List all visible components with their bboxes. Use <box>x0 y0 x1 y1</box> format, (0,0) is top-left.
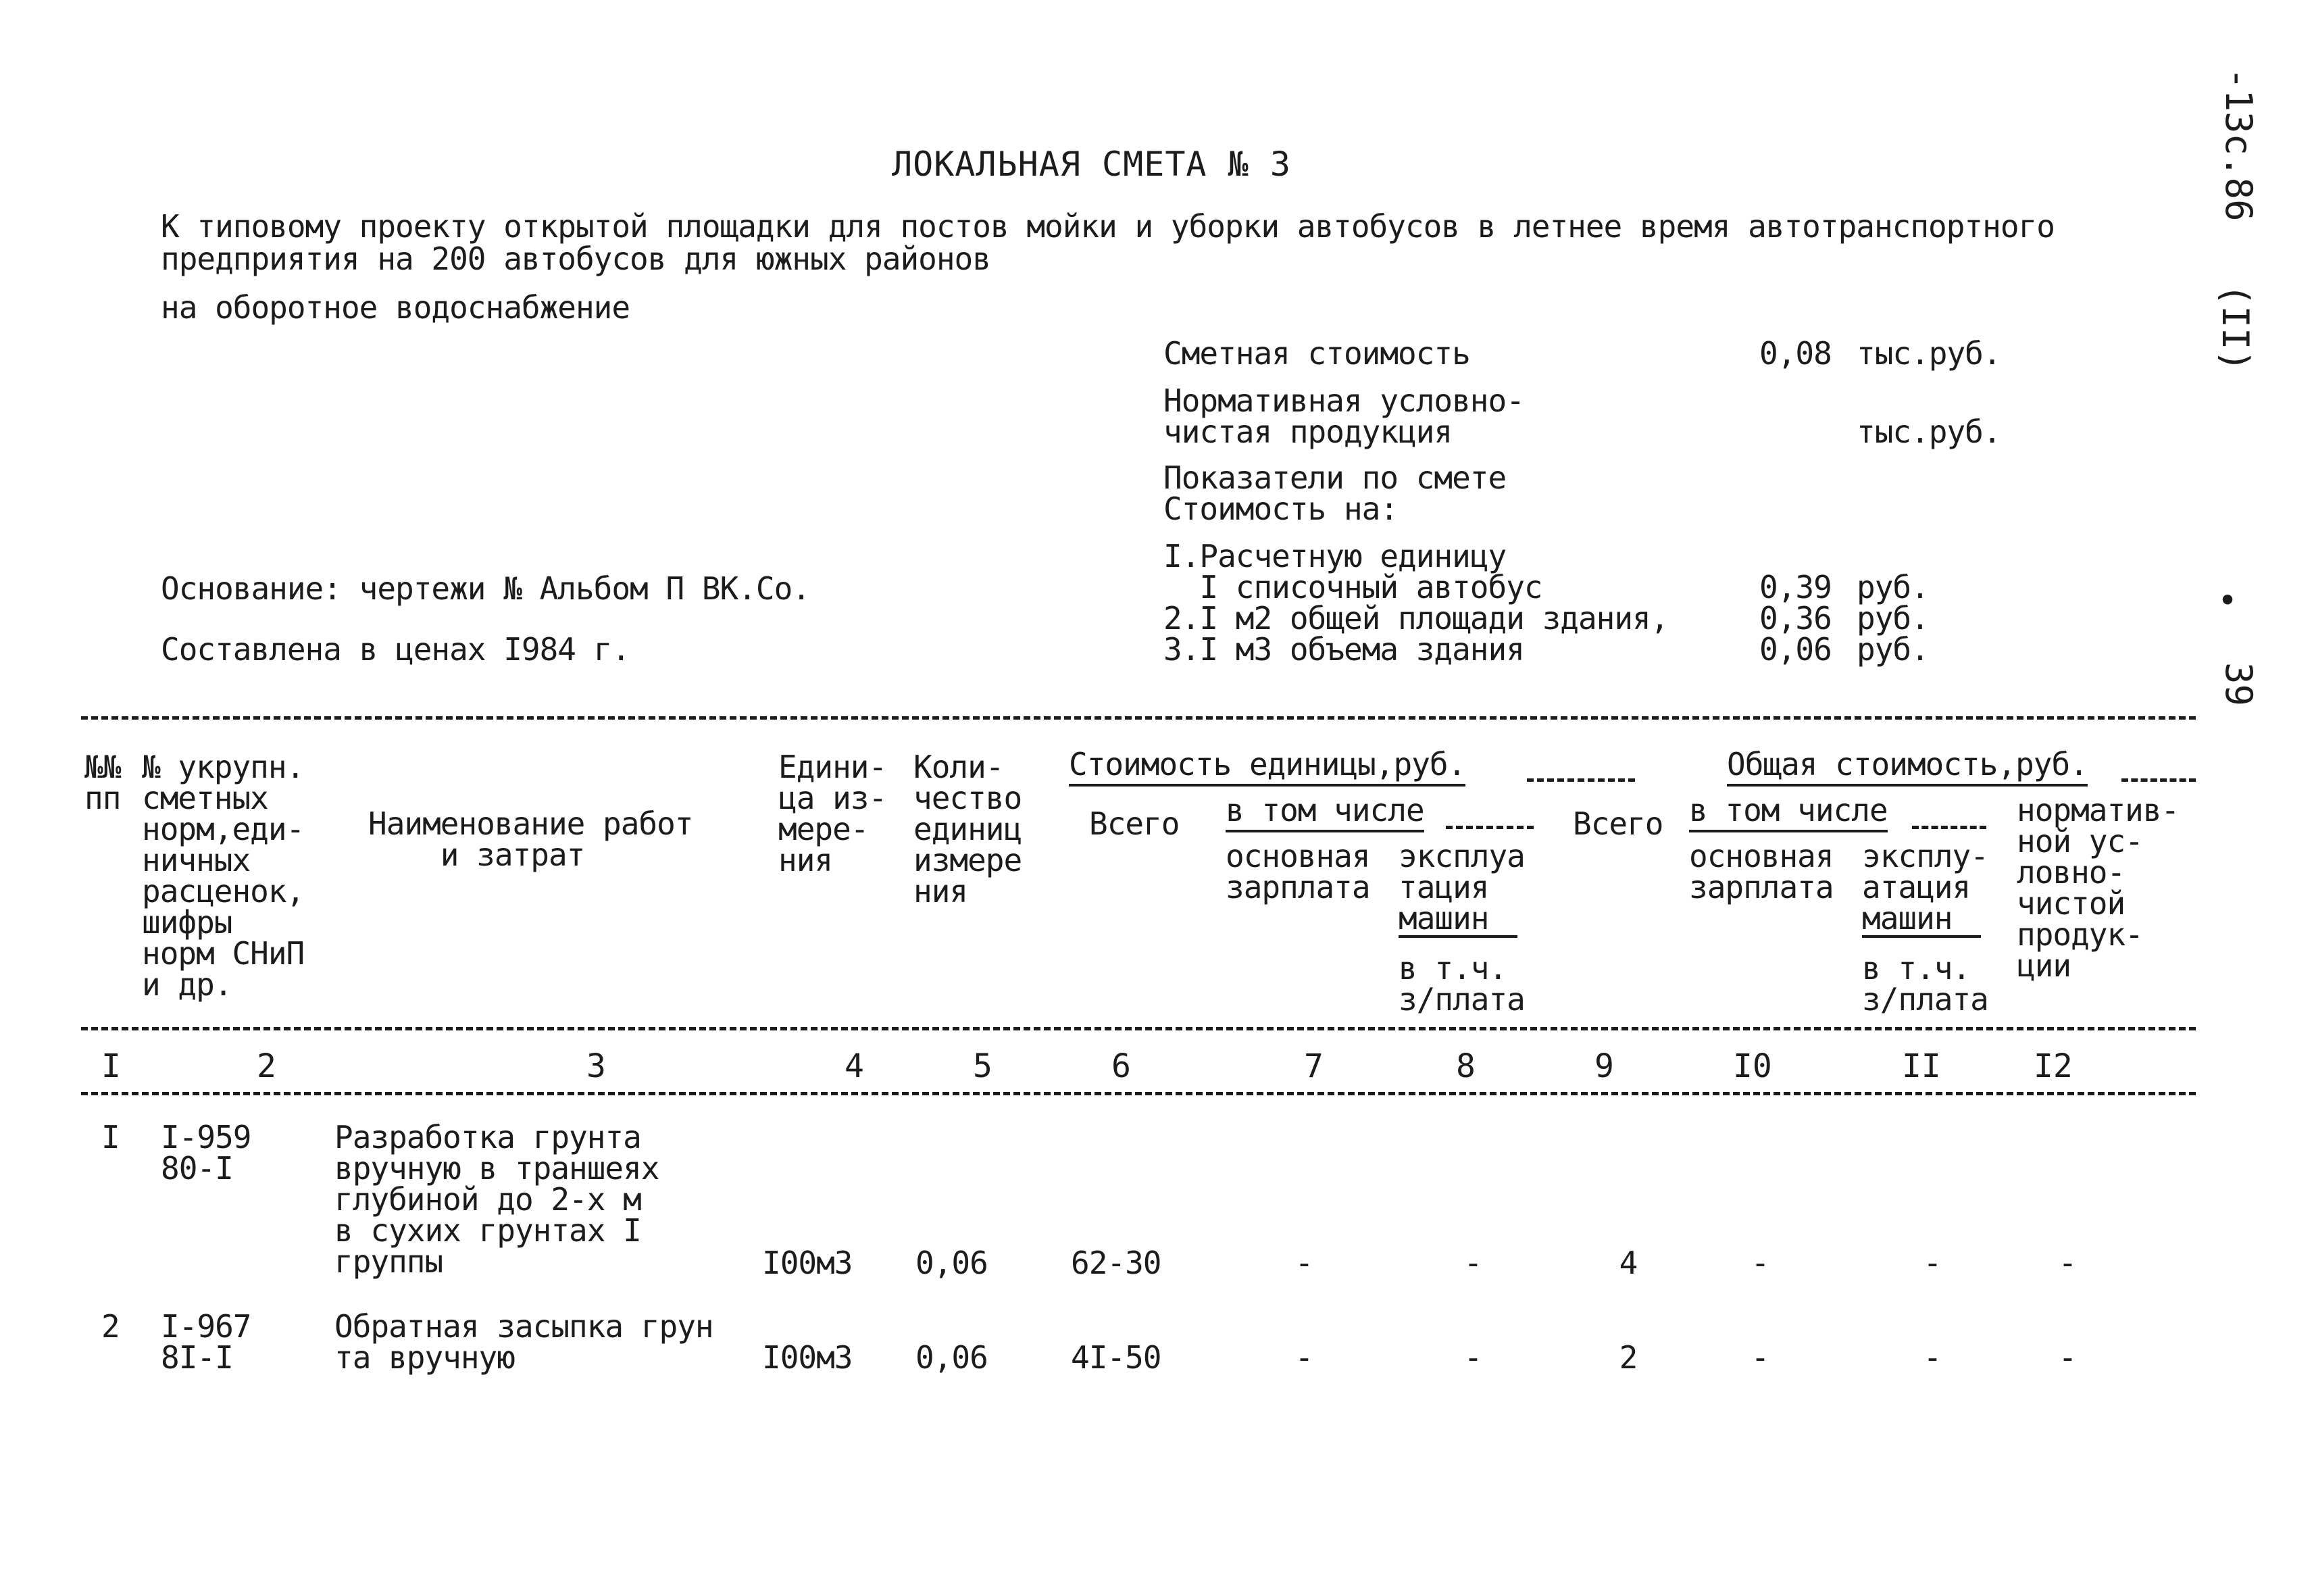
col-header-unit: Едини- ца из- мере- ния <box>778 749 887 878</box>
column-number: 5 <box>973 1047 992 1085</box>
row-qty: 0,06 <box>915 1339 988 1376</box>
unit-cost-group-header <box>1069 746 1466 782</box>
col-header-code: № укрупн. сметных норм,еди- ничных расценок, шифры норм СНиП и др. <box>142 749 305 1003</box>
column-number: 8 <box>1456 1047 1476 1085</box>
unit-incl-header <box>1226 792 1424 828</box>
item3-unit: руб. <box>1857 631 1929 668</box>
row-number: I <box>101 1119 120 1155</box>
row-unit-mach: - <box>1463 1339 1482 1376</box>
unit-mach-header: эксплуа тация машин <box>1399 838 1525 937</box>
total-incl-dash <box>1912 826 1986 829</box>
item3-value: 0,06 <box>1759 631 1832 668</box>
norm-product-header: норматив- ной ус- ловно- чистой продук- ции <box>2017 792 2180 984</box>
unit-cost-dash <box>1527 778 1635 782</box>
cost-unit: тыс.руб. <box>1857 335 2001 372</box>
total-incl-header <box>1689 792 1888 828</box>
total-cost-title: Общая стоимость,руб. <box>1727 746 2088 787</box>
prices-line: Составлена в ценах I984 г. <box>161 631 630 668</box>
unit-incl-dash <box>1446 826 1534 829</box>
total-incl-title: в том числе <box>1689 792 1888 832</box>
column-number: 2 <box>257 1047 276 1085</box>
indicators-2: Стоимость на: <box>1163 491 1399 527</box>
column-number: 9 <box>1594 1047 1614 1085</box>
item2-unit: руб. <box>1857 600 1929 637</box>
item2-value: 0,36 <box>1759 600 1832 637</box>
total-wage-header: основная зарплата <box>1689 838 1834 905</box>
row-total-wage: - <box>1751 1339 1769 1376</box>
project-line-2: предприятия на 200 автобусов для южных районов <box>161 241 990 277</box>
project-line-1: К типовому проекту открытой площадки для постов мойки и уборки автобусов в летнее время автотранспортного <box>161 208 2055 245</box>
row-qty: 0,06 <box>915 1245 988 1281</box>
column-number: I0 <box>1733 1047 1772 1085</box>
project-line-3: на оборотное водоснабжение <box>161 289 630 326</box>
basis-line: Основание: чертежи № Альбом П ВК.Со. <box>161 570 810 607</box>
header-bottom-rule <box>81 1027 2196 1030</box>
margin-tick: • <box>2217 581 2238 620</box>
unit-cost-title: Стоимость единицы,руб. <box>1069 746 1465 787</box>
unit-mach-underline <box>1399 935 1517 938</box>
row-code: I-967 8I-I <box>161 1308 251 1376</box>
row-total: 2 <box>1619 1339 1638 1376</box>
total-cost-group-header <box>1727 746 2088 782</box>
col-header-qty: Коли- чество единиц измере ния <box>913 749 1022 909</box>
item2-label: 2.I м2 общей площади здания, <box>1163 600 1669 637</box>
norm-label-1: Нормативная условно- <box>1163 382 1524 419</box>
item1-value: 0,39 <box>1759 569 1832 605</box>
row-unit-mach: - <box>1463 1245 1482 1281</box>
row-norm: - <box>2058 1339 2077 1376</box>
column-number: II <box>1902 1047 1941 1085</box>
column-number: I2 <box>2034 1047 2073 1085</box>
column-number: 3 <box>586 1047 606 1085</box>
indicators-1: Показатели по смете <box>1163 459 1507 496</box>
row-total-mach: - <box>1923 1339 1942 1376</box>
row-total: 4 <box>1619 1245 1638 1281</box>
cost-value: 0,08 <box>1759 335 1832 372</box>
column-number: 4 <box>845 1047 864 1085</box>
total-mach-underline <box>1862 935 1981 938</box>
margin-code: -13с.86 <box>2217 68 2260 222</box>
row-unit-total: 4I-50 <box>1071 1339 1161 1376</box>
unit-incl-zp-header: в т.ч. з/плата <box>1399 950 1525 1018</box>
col-header-name: Наименование работ и затрат <box>368 805 693 873</box>
item1-label-2: I списочный автобус <box>1163 569 1542 605</box>
row-number: 2 <box>101 1308 120 1345</box>
norm-unit: тыс.руб. <box>1857 414 2001 450</box>
row-work-name: Разработка грунта вручную в траншеях глубиной до 2-х м в сухих грунтах I группы <box>334 1119 659 1280</box>
row-unit-wage: - <box>1294 1245 1313 1281</box>
row-unit: I00м3 <box>762 1339 853 1376</box>
row-work-name: Обратная засыпка грун та вручную <box>334 1308 713 1376</box>
column-number: 6 <box>1111 1047 1131 1085</box>
row-norm: - <box>2058 1245 2077 1281</box>
row-code: I-959 80-I <box>161 1119 251 1187</box>
cost-label: Сметная стоимость <box>1163 335 1470 372</box>
row-unit-total: 62-30 <box>1071 1245 1161 1281</box>
unit-vsego-header: Всего <box>1089 805 1180 842</box>
unit-incl-title: в том числе <box>1226 792 1424 832</box>
column-number: 7 <box>1304 1047 1324 1085</box>
total-mach-header: эксплу- атация машин <box>1862 838 1988 937</box>
total-vsego-header: Всего <box>1573 805 1663 842</box>
column-numbers-rule <box>81 1092 2196 1095</box>
margin-edition: (II) <box>2214 284 2257 372</box>
total-cost-dash <box>2121 778 2196 782</box>
total-incl-zp-header: в т.ч. з/плата <box>1862 950 1988 1018</box>
item1-label-1: I.Расчетную единицу <box>1163 538 1507 574</box>
row-total-wage: - <box>1751 1245 1769 1281</box>
row-total-mach: - <box>1923 1245 1942 1281</box>
item3-label: 3.I м3 объема здания <box>1163 631 1524 668</box>
row-unit: I00м3 <box>762 1245 853 1281</box>
document-title: ЛОКАЛЬНАЯ СМЕТА № 3 <box>892 145 1291 184</box>
row-unit-wage: - <box>1294 1339 1313 1376</box>
item1-unit: руб. <box>1857 569 1929 605</box>
margin-page-number: 39 <box>2217 662 2260 707</box>
table-top-rule <box>81 716 2196 720</box>
col-header-num: №№ пп <box>84 749 121 816</box>
norm-label-2: чистая продукция <box>1163 414 1453 450</box>
unit-wage-header: основная зарплата <box>1226 838 1370 905</box>
column-number: I <box>101 1047 121 1085</box>
